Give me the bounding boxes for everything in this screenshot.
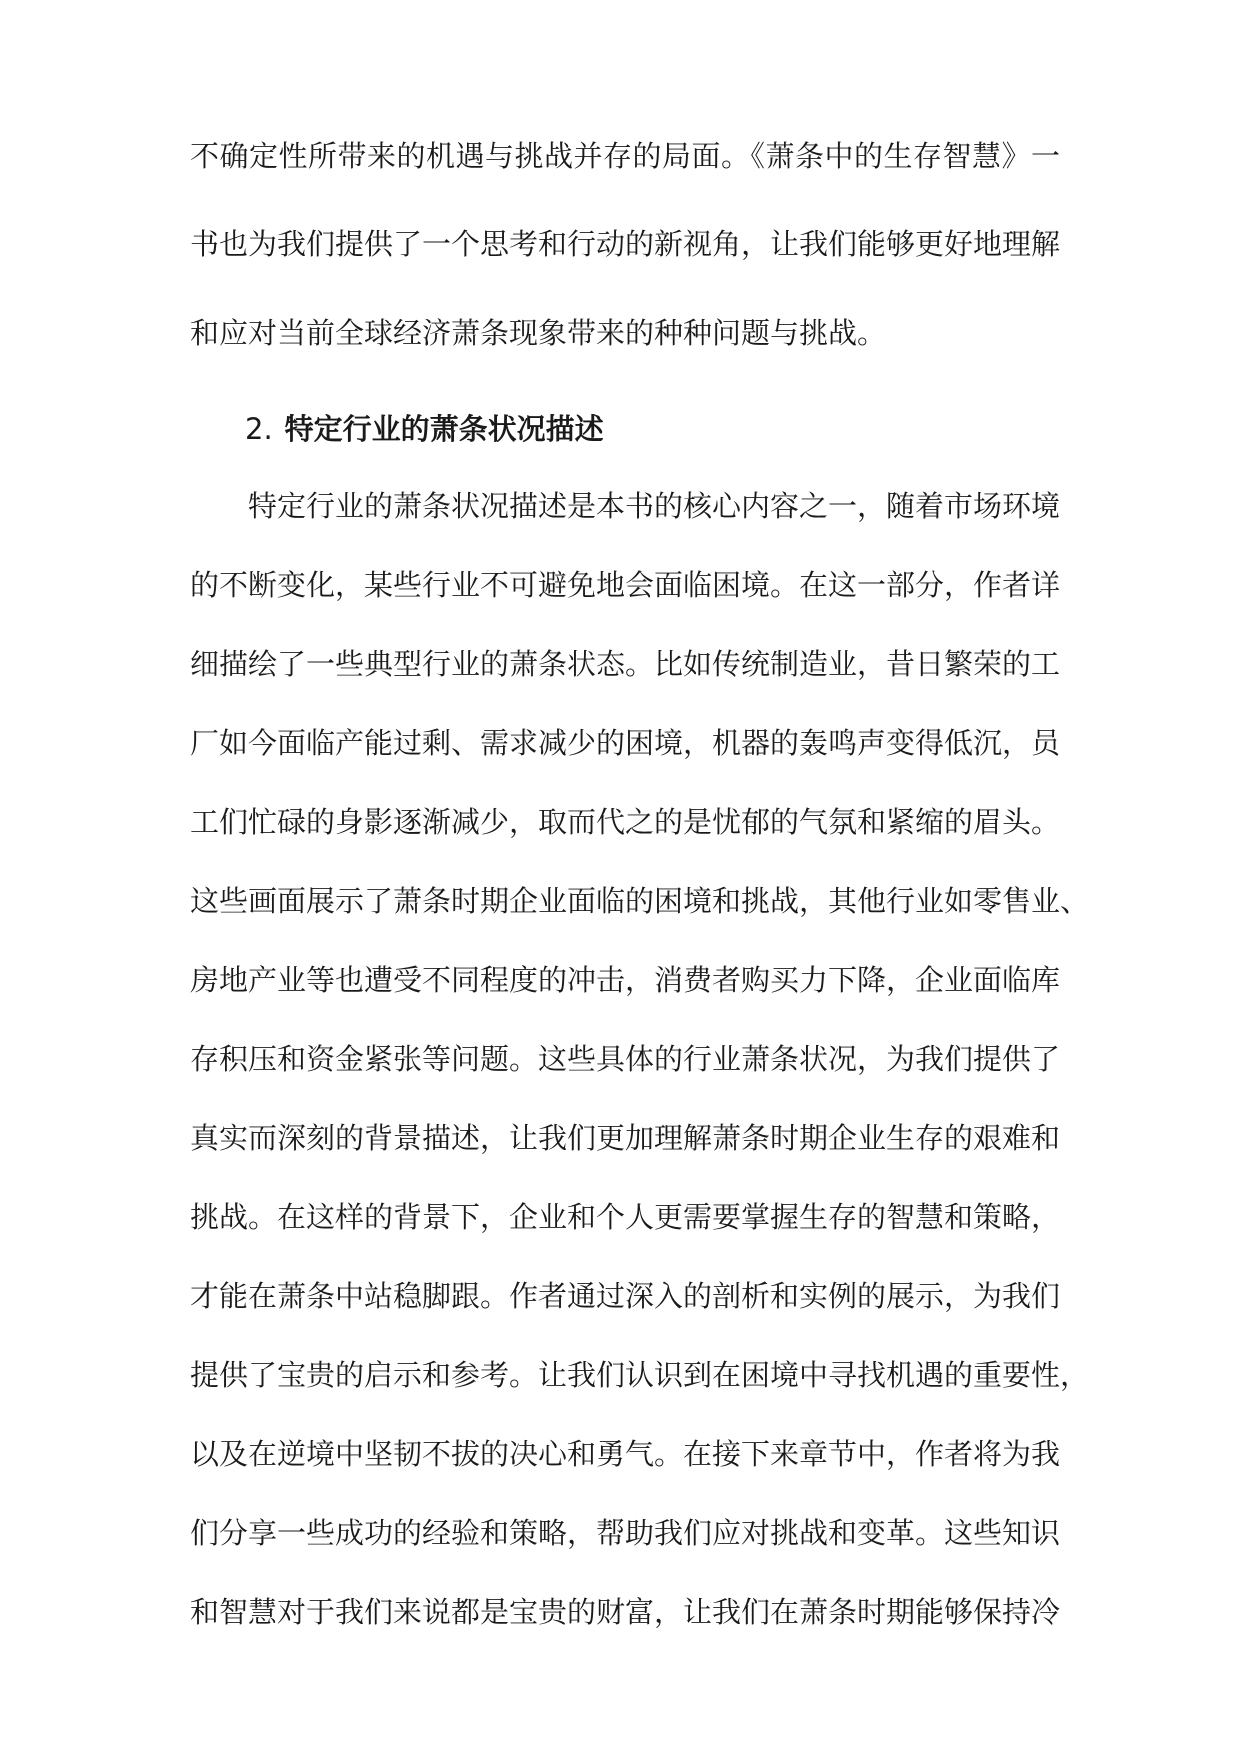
body-line-10: 挑战。在这样的背景下，企业和个人更需要掌握生存的智慧和策略， xyxy=(190,1200,1061,1234)
body-line-3: 细描绘了一些典型行业的萧条状态。比如传统制造业，昔日繁荣的工 xyxy=(190,647,1061,681)
body-line-6: 这些画面展示了萧条时期企业面临的困境和挑战，其他行业如零售业、 xyxy=(190,884,1090,918)
section-number: 2. xyxy=(245,412,273,446)
body-line-1: 特定行业的萧条状况描述是本书的核心内容之一，随着市场环境 xyxy=(248,489,1061,523)
body-line-15: 和智慧对于我们来说都是宝贵的财富，让我们在萧条时期能够保持冷 xyxy=(190,1595,1061,1629)
intro-line-2: 书也为我们提供了一个思考和行动的新视角，让我们能够更好地理解 xyxy=(190,227,1061,261)
body-line-4: 厂如今面临产能过剩、需求减少的困境，机器的轰鸣声变得低沉，员 xyxy=(190,726,1061,760)
section-title: 特定行业的萧条状况描述 xyxy=(284,412,604,446)
body-line-5: 工们忙碌的身影逐渐减少，取而代之的是忧郁的气氛和紧缩的眉头。 xyxy=(190,805,1061,839)
body-line-9: 真实而深刻的背景描述，让我们更加理解萧条时期企业生存的艰难和 xyxy=(190,1121,1061,1155)
body-line-2: 的不断变化，某些行业不可避免地会面临困境。在这一部分，作者详 xyxy=(190,568,1061,602)
body-line-12: 提供了宝贵的启示和参考。让我们认识到在困境中寻找机遇的重要性， xyxy=(190,1358,1090,1392)
body-line-8: 存积压和资金紧张等问题。这些具体的行业萧条状况，为我们提供了 xyxy=(190,1042,1061,1076)
intro-line-3: 和应对当前全球经济萧条现象带来的种种问题与挑战。 xyxy=(190,316,887,350)
body-line-11: 才能在萧条中站稳脚跟。作者通过深入的剖析和实例的展示，为我们 xyxy=(190,1279,1061,1313)
body-line-13: 以及在逆境中坚韧不拔的决心和勇气。在接下来章节中，作者将为我 xyxy=(190,1437,1061,1471)
section-heading xyxy=(245,411,604,447)
body-line-14: 们分享一些成功的经验和策略，帮助我们应对挑战和变革。这些知识 xyxy=(190,1516,1061,1550)
body-line-7: 房地产业等也遭受不同程度的冲击，消费者购买力下降，企业面临库 xyxy=(190,963,1061,997)
intro-line-1: 不确定性所带来的机遇与挑战并存的局面。《萧条中的生存智慧》一 xyxy=(190,139,1060,173)
